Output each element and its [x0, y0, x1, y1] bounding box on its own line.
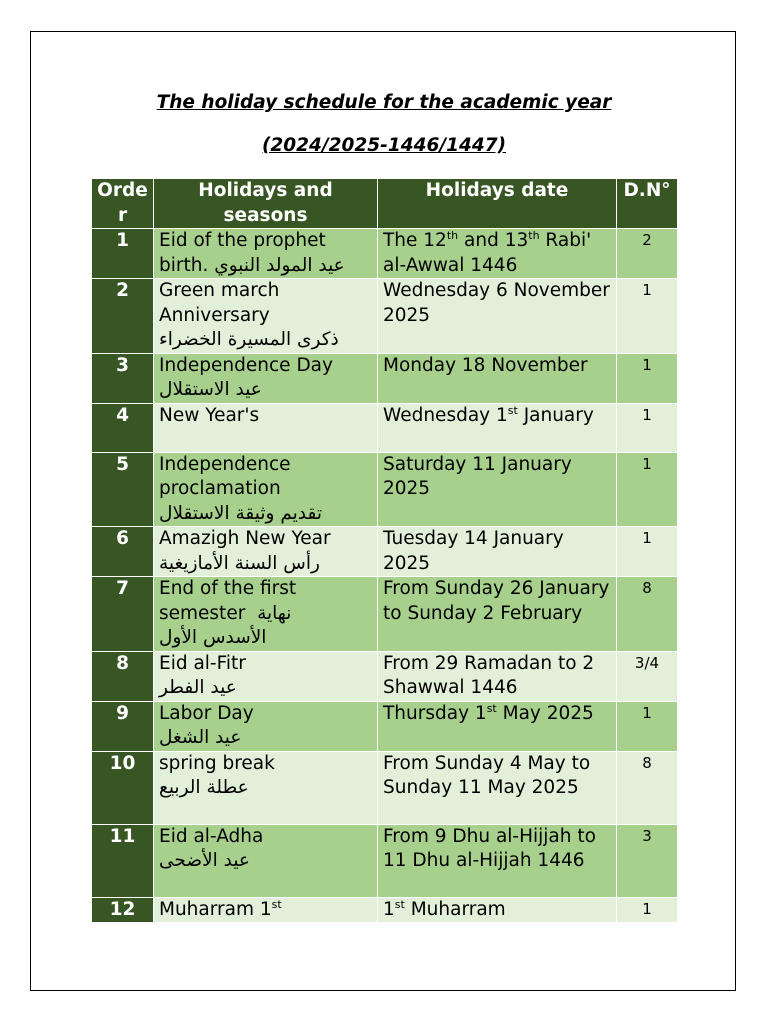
- holiday-date: [378, 229, 617, 279]
- date-text: January: [517, 404, 594, 426]
- table-row: [92, 279, 678, 354]
- holiday-name-ar-inline: نهاية: [257, 602, 292, 624]
- holiday-name: [154, 577, 378, 652]
- holiday-date: Wednesday 6 November 2025: [378, 279, 617, 354]
- holiday-name: [154, 279, 378, 354]
- holiday-name: [154, 897, 378, 923]
- row-order: 5: [92, 452, 154, 527]
- holiday-name: [154, 452, 378, 527]
- holiday-name-ar: رأس السنة الأمازيغية: [159, 552, 320, 574]
- days-count: 1: [617, 403, 678, 452]
- table-row: [92, 577, 678, 652]
- row-order: 3: [92, 353, 154, 403]
- holiday-name-ar: ذكرى المسيرة الخضراء: [159, 329, 339, 350]
- date-text: The 12: [383, 230, 447, 251]
- days-count: 3: [617, 824, 678, 897]
- table-row: [92, 527, 678, 577]
- table-row: [92, 701, 678, 751]
- holiday-date: Saturday 11 January 2025: [378, 452, 617, 527]
- days-count: 3/4: [617, 651, 678, 701]
- date-text: Rabi' al-Awwal 1446: [383, 230, 592, 276]
- table-row: [92, 751, 678, 824]
- table-row: [92, 353, 678, 403]
- days-count: 1: [617, 527, 678, 577]
- holiday-name: [154, 353, 378, 403]
- holiday-date: From Sunday 26 January to Sunday 2 February: [378, 577, 617, 652]
- days-count: 2: [617, 229, 678, 279]
- holiday-name-ar: تقديم وثيقة الاستقلال: [159, 502, 322, 524]
- holiday-date: [378, 403, 617, 452]
- row-order: 2: [92, 279, 154, 354]
- holiday-name-ar: الأسدس الأول: [159, 627, 267, 648]
- holiday-name: [154, 229, 378, 279]
- holiday-name-ar: عيد الأضحى: [159, 850, 250, 871]
- header-date: Holidays date: [378, 179, 617, 229]
- date-suffix: st: [486, 701, 497, 715]
- table-row: [92, 651, 678, 701]
- holiday-name: [154, 527, 378, 577]
- holiday-date: [378, 701, 617, 751]
- row-order: 11: [92, 824, 154, 897]
- holiday-name-ar: عطلة الربيع: [159, 777, 249, 798]
- row-order: 9: [92, 701, 154, 751]
- row-order: 6: [92, 527, 154, 577]
- holiday-name-ar: عيد المولد النبوي: [214, 254, 345, 276]
- holiday-name: New Year's: [154, 403, 378, 452]
- table-row: [92, 897, 678, 923]
- holiday-date: [378, 897, 617, 923]
- holiday-name-en: Eid al-Adha: [159, 825, 264, 847]
- holiday-name-en: Green march Anniversary: [159, 280, 280, 326]
- date-text: Muharram: [404, 898, 506, 920]
- date-suffix: th: [528, 228, 540, 242]
- holiday-name-en: Eid al-Fitr: [159, 652, 246, 674]
- holiday-name: [154, 751, 378, 824]
- date-text: and 13: [458, 230, 529, 251]
- holiday-name: [154, 651, 378, 701]
- table-row: [92, 452, 678, 527]
- holiday-name-en: End of the first semester: [159, 578, 297, 624]
- date-text: Thursday 1: [383, 702, 487, 724]
- holiday-date: From 29 Ramadan to 2 Shawwal 1446: [378, 651, 617, 701]
- document-title: The holiday schedule for the academic year: [156, 92, 612, 113]
- row-order: 10: [92, 751, 154, 824]
- holiday-name-en: Eid of the prophet birth.: [159, 230, 326, 276]
- holiday-date: Monday 18 November: [378, 353, 617, 403]
- header-days: D.N°: [617, 179, 678, 229]
- holiday-name: [154, 701, 378, 751]
- holiday-name-en: Independence Day: [159, 354, 333, 376]
- holiday-date: From 9 Dhu al-Hijjah to 11 Dhu al-Hijjah 1446: [378, 824, 617, 897]
- holiday-date: From Sunday 4 May to Sunday 11 May 2025: [378, 751, 617, 824]
- days-count: 8: [617, 577, 678, 652]
- header-holiday: Holidays and seasons: [154, 179, 378, 229]
- header-order: Order: [92, 179, 154, 229]
- date-text: 1: [383, 898, 395, 920]
- days-count: 1: [617, 701, 678, 751]
- holiday-name-en: Amazigh New Year: [159, 528, 331, 549]
- table-row: [92, 824, 678, 897]
- row-order: 12: [92, 897, 154, 923]
- table-header-row: [92, 179, 678, 229]
- holiday-name-en: Independence proclamation: [159, 453, 291, 499]
- holiday-name-ar: عيد الاستقلال: [159, 379, 262, 400]
- days-count: 1: [617, 279, 678, 354]
- academic-year-subtitle: (2024/2025-1446/1447): [261, 135, 507, 156]
- holiday-name-en: Muharram 1: [159, 898, 272, 920]
- days-count: 1: [617, 452, 678, 527]
- holiday-name-ar: عيد الشغل: [159, 727, 242, 748]
- holiday-schedule-table: [91, 178, 678, 923]
- days-count: 1: [617, 897, 678, 923]
- row-order: 8: [92, 651, 154, 701]
- holiday-name-en: Labor Day: [159, 702, 254, 724]
- date-suffix: th: [446, 228, 459, 242]
- date-text: Wednesday 1: [383, 404, 508, 426]
- date-suffix: st: [394, 897, 405, 911]
- date-text: May 2025: [496, 702, 594, 724]
- table-row: [92, 229, 678, 279]
- holiday-name: [154, 824, 378, 897]
- date-suffix: st: [507, 403, 518, 417]
- holiday-name-en: spring break: [159, 752, 275, 774]
- row-order: 4: [92, 403, 154, 452]
- holiday-suffix: st: [271, 897, 282, 911]
- table-row: [92, 403, 678, 452]
- row-order: 7: [92, 577, 154, 652]
- days-count: 8: [617, 751, 678, 824]
- holiday-date: Tuesday 14 January 2025: [378, 527, 617, 577]
- holiday-name-ar: عيد الفطر: [159, 677, 237, 698]
- days-count: 1: [617, 353, 678, 403]
- row-order: 1: [92, 229, 154, 279]
